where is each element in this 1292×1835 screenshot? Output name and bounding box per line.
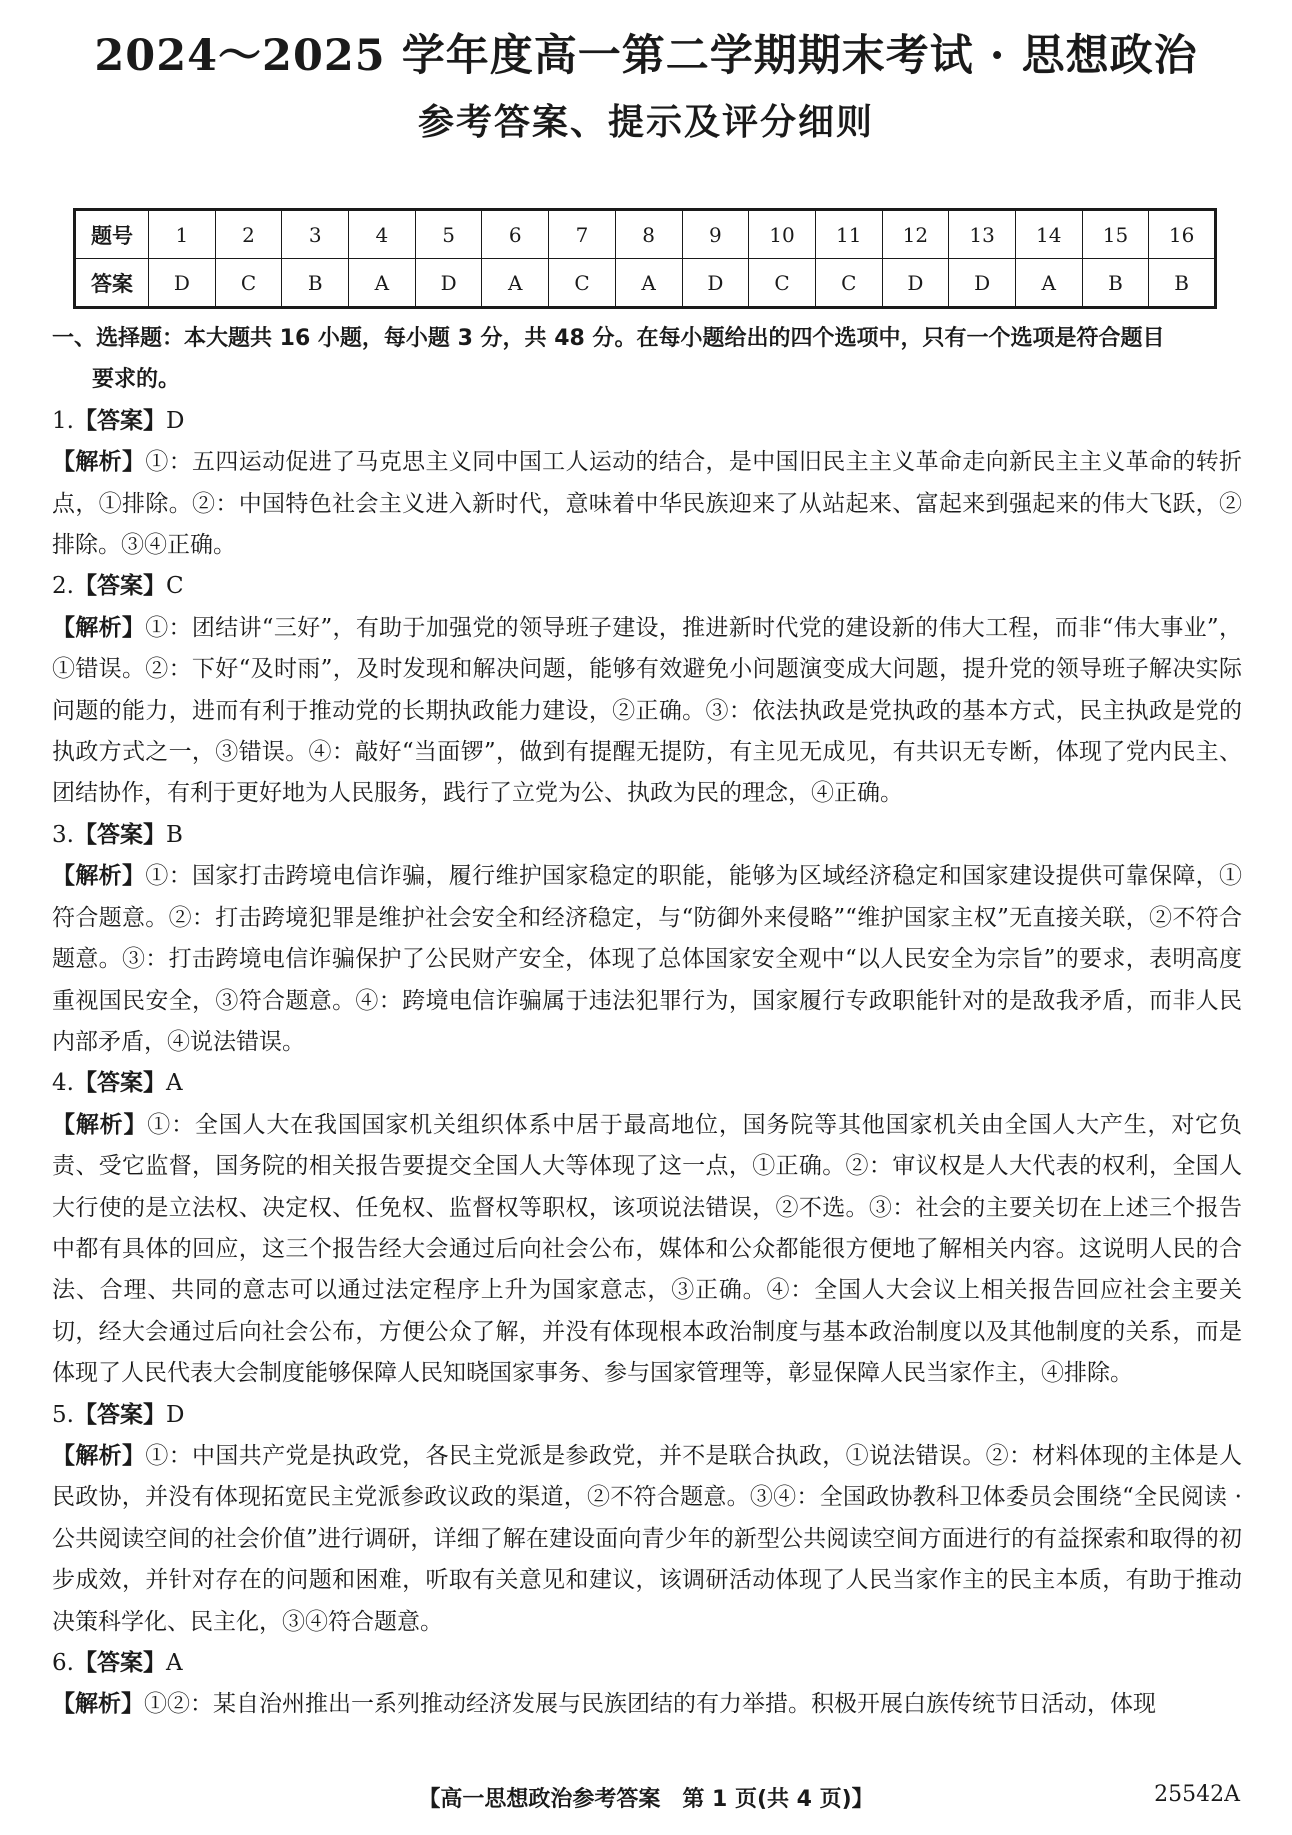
answer-tag: 【答案】 bbox=[73, 407, 166, 434]
answer-tag: 【答案】 bbox=[73, 1650, 166, 1676]
answer-tag: 【答案】 bbox=[73, 821, 166, 848]
question-number: 6. bbox=[52, 1650, 74, 1676]
question-number: 4. bbox=[52, 1070, 74, 1097]
question-analysis bbox=[52, 442, 1242, 566]
question-number: 3. bbox=[52, 821, 74, 848]
footer-page-label: 【高一思想政治参考答案 第 1 页(共 4 页)】 bbox=[418, 1787, 874, 1812]
question-number: 2. bbox=[52, 573, 74, 600]
question-number-cell: 10 bbox=[749, 210, 816, 259]
analysis-text: ①：团结讲“三好”，有助于加强党的领导班子建设，推进新时代党的建设新的伟大工程，而非“伟大事业”，①错误。②：下好“及时雨”，及时发现和解决问题，能够有效避免小问题演变成大问题，提升党的领导班子解决实际问题的能力，进而有利于推动党的长期执政能力建设，②正确。③：依法执政是党执政的基本方式，民主执政是党的执政方式之一，③错误。④：敲好“当面锣”，做到有提醒无提防，有主见无成见，有共识无专断，体现了党内民主、团结协作，有利于更好地为人民服务，践行了立党为公、执政为民的理念，④正确。 bbox=[52, 614, 1242, 807]
question-number-cell: 5 bbox=[415, 210, 482, 259]
analysis-text: ①②：某自治州推出一系列推动经济发展与民族团结的有力举措。积极开展白族传统节日活动，体现 bbox=[144, 1691, 1156, 1718]
row-label-question-number: 题号 bbox=[75, 210, 149, 259]
answer-cell: B bbox=[1149, 259, 1216, 308]
question-analysis bbox=[52, 1684, 1242, 1725]
question-number-cell: 12 bbox=[882, 210, 949, 259]
question-answer-line bbox=[52, 1063, 1242, 1104]
answer-cell: B bbox=[1082, 259, 1149, 308]
answer-cell: B bbox=[282, 259, 349, 308]
question-number-cell: 7 bbox=[549, 210, 616, 259]
answer-cell: A bbox=[615, 259, 682, 308]
question-analysis bbox=[52, 1436, 1242, 1643]
question-answer-line bbox=[52, 1395, 1242, 1436]
question-answer: A bbox=[165, 1650, 183, 1676]
analysis-tag: 【解析】 bbox=[52, 863, 146, 890]
answer-tag: 【答案】 bbox=[73, 573, 166, 600]
question-number-cell: 4 bbox=[349, 210, 416, 259]
answer-tag: 【答案】 bbox=[73, 1070, 166, 1097]
answer-cell: D bbox=[682, 259, 749, 308]
question-number-cell: 13 bbox=[949, 210, 1016, 259]
footer-exam-code: 25542A bbox=[1154, 1782, 1240, 1807]
answer-cell: D bbox=[415, 259, 482, 308]
question-answer: A bbox=[165, 1070, 183, 1097]
answer-cell: D bbox=[882, 259, 949, 308]
answer-cell: C bbox=[215, 259, 282, 308]
question-number-cell: 2 bbox=[215, 210, 282, 259]
answer-table bbox=[73, 208, 1217, 309]
analysis-tag: 【解析】 bbox=[52, 1691, 144, 1718]
question-number: 1. bbox=[52, 407, 74, 434]
analysis-text: ①：全国人大在我国国家机关组织体系中居于最高地位，国务院等其他国家机关由全国人大产生，对它负责、受它监督，国务院的相关报告要提交全国人大等体现了这一点，①正确。②：审议权是人大代表的权利，全国人大行使的是立法权、决定权、任免权、监督权等职权，该项说法错误，②不选。③：社会的主要关切在上述三个报告中都有具体的回应，这三个报告经大会通过后向社会公布，媒体和公众都能很方便地了解相关内容。这说明人民的合法、合理、共同的意志可以通过法定程序上升为国家意志，③正确。④：全国人大会议上相关报告回应社会主要关切，经大会通过后向社会公布，方便公众了解，并没有体现根本政治制度与基本政治制度以及其他制度的关系，而是体现了人民代表大会制度能够保障人民知晓国家事务、参与国家管理等，彰显保障人民当家作主，④排除。 bbox=[52, 1111, 1243, 1387]
analysis-tag: 【解析】 bbox=[52, 1111, 148, 1138]
question-answer: C bbox=[165, 573, 184, 600]
analysis-text: ①：国家打击跨境电信诈骗，履行维护国家稳定的职能，能够为区域经济稳定和国家建设提供可靠保障，①符合题意。②：打击跨境犯罪是维护社会安全和经济稳定，与“防御外来侵略”“维护国家主权”无直接关联，②不符合题意。③：打击跨境电信诈骗保护了公民财产安全，体现了总体国家安全观中“以人民安全为宗旨”的要求，表明高度重视国民安全，③符合题意。④：跨境电信诈骗属于违法犯罪行为，国家履行专政职能针对的是敌我矛盾，而非人民内部矛盾，④说法错误。 bbox=[52, 863, 1243, 1055]
question-answer: D bbox=[165, 1401, 185, 1428]
answer-tag: 【答案】 bbox=[73, 1401, 166, 1428]
page-subtitle: 参考答案、提示及评分细则 bbox=[417, 102, 874, 143]
section-heading bbox=[52, 318, 1242, 401]
question-answer: D bbox=[165, 407, 185, 434]
question-answer-line bbox=[52, 815, 1242, 856]
question-number-cell: 9 bbox=[682, 210, 749, 259]
question-analysis bbox=[52, 1105, 1242, 1395]
analysis-text: ①：五四运动促进了马克思主义同中国工人运动的结合，是中国旧民主主义革命走向新民主主义革命的转折点，①排除。②：中国特色社会主义进入新时代，意味着中华民族迎来了从站起来、富起来到强起来的伟大飞跃，②排除。③④正确。 bbox=[52, 449, 1243, 559]
analysis-tag: 【解析】 bbox=[52, 449, 146, 476]
page-title: 2024～2025 学年度高一第二学期期末考试 · 思想政治 bbox=[94, 31, 1198, 81]
document-body bbox=[52, 318, 1242, 1726]
question-number-row bbox=[75, 210, 1216, 259]
question-number-cell: 3 bbox=[282, 210, 349, 259]
answer-cell: A bbox=[1015, 259, 1082, 308]
answer-cell: A bbox=[349, 259, 416, 308]
question-number-cell: 16 bbox=[1149, 210, 1216, 259]
question-analysis bbox=[52, 856, 1242, 1063]
answer-cell: D bbox=[149, 259, 216, 308]
answer-cell: C bbox=[815, 259, 882, 308]
question-answer-line bbox=[52, 1643, 1242, 1684]
question-number: 5. bbox=[52, 1401, 74, 1428]
analysis-tag: 【解析】 bbox=[52, 1442, 146, 1469]
answer-cell: D bbox=[949, 259, 1016, 308]
answer-cell: A bbox=[482, 259, 549, 308]
answer-cell: C bbox=[749, 259, 816, 308]
section-heading-line-2: 要求的。 bbox=[92, 367, 181, 393]
question-number-cell: 14 bbox=[1015, 210, 1082, 259]
question-number-cell: 11 bbox=[815, 210, 882, 259]
question-number-cell: 15 bbox=[1082, 210, 1149, 259]
question-answer-line bbox=[52, 566, 1242, 607]
answer-row bbox=[75, 259, 1216, 308]
question-number-cell: 1 bbox=[149, 210, 216, 259]
answer-cell: C bbox=[549, 259, 616, 308]
question-number-cell: 8 bbox=[615, 210, 682, 259]
analysis-text: ①：中国共产党是执政党，各民主党派是参政党，并不是联合执政，①说法错误。②：材料体现的主体是人民政协，并没有体现拓宽民主党派参政议政的渠道，②不符合题意。③④：全国政协教科卫体委员会围绕“全民阅读 · 公共阅读空间的社会价值”进行调研，详细了解在建设面向青少年的新型公共阅读空间方面进行的有益探索和取得的初步成效，并针对存在的问题和困难，听取有关意见和建议，该调研活动体现了人民当家作主的民主本质，有助于推动决策科学化、民主化，③④符合题意。 bbox=[52, 1442, 1243, 1635]
analysis-tag: 【解析】 bbox=[52, 614, 146, 641]
question-number-cell: 6 bbox=[482, 210, 549, 259]
section-heading-line-1: 一、选择题：本大题共 16 小题，每小题 3 分，共 48 分。在每小题给出的四个选项中，只有一个选项是符合题目 bbox=[52, 326, 1165, 351]
question-analysis bbox=[52, 608, 1242, 815]
question-answer: B bbox=[165, 821, 183, 848]
question-answer-line bbox=[52, 401, 1242, 442]
row-label-answer: 答案 bbox=[75, 259, 149, 308]
